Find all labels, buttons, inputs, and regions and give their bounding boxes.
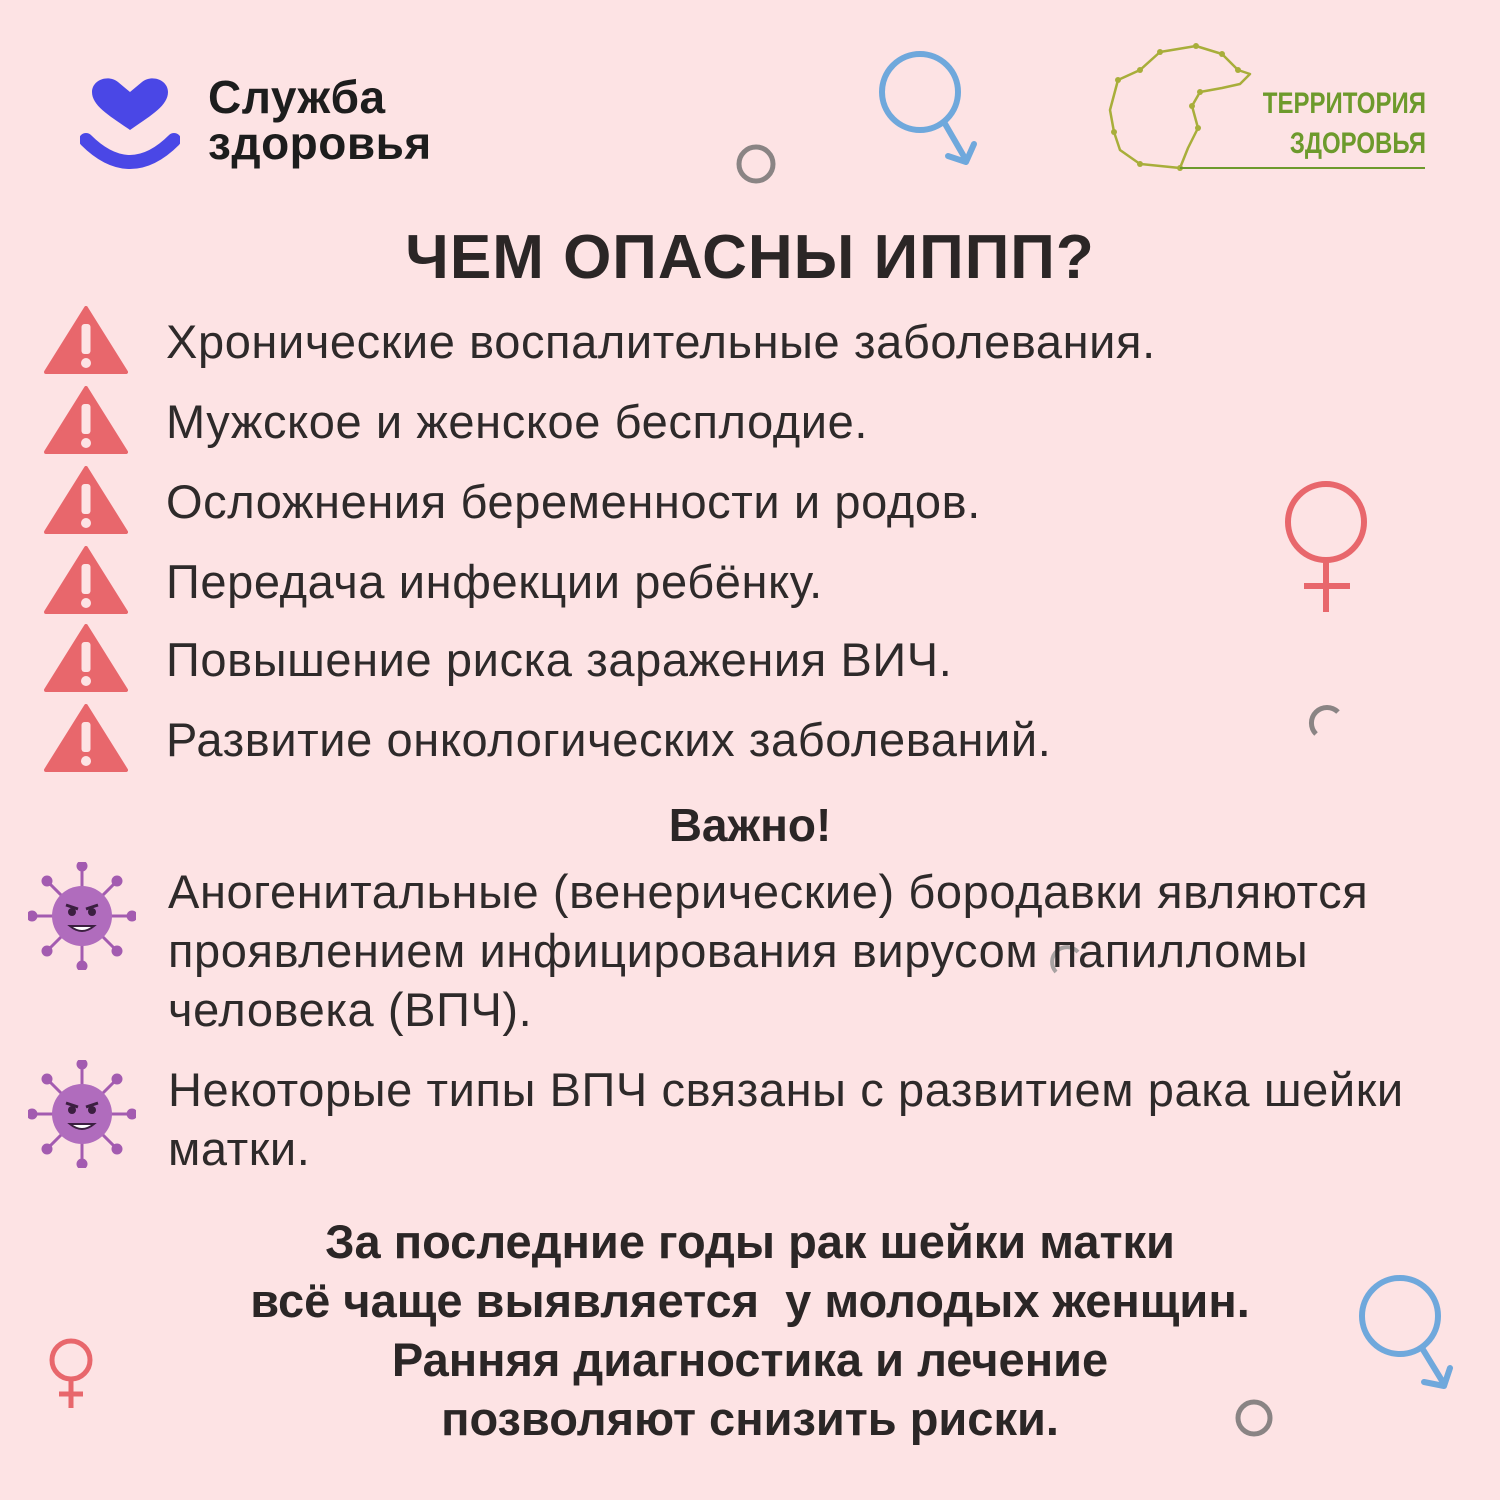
danger-text: Повышение риска заражения ВИЧ. (166, 633, 953, 686)
logo-right-line1: ТЕРРИТОРИЯ (1262, 87, 1426, 120)
danger-text: Осложнения беременности и родов. (166, 475, 981, 528)
conclusion-line: всё чаще выявляется у молодых женщин. (250, 1274, 1250, 1327)
warning-icon (44, 624, 128, 694)
list-item (40, 384, 1340, 464)
ring-icon (734, 142, 778, 186)
logo-sluzhba-zdorovya (80, 71, 500, 184)
virus-icon (28, 1060, 136, 1168)
conclusion-line: Ранняя диагностика и лечение (391, 1333, 1109, 1386)
logo-right-text (1263, 84, 1426, 164)
conclusion-line: позволяют снизить риски. (441, 1392, 1059, 1445)
danger-text: Развитие онкологических заболеваний. (166, 713, 1052, 766)
danger-text: Хронические воспалительные заболевания. (166, 315, 1156, 368)
logo-text-line1: Служба (208, 71, 386, 123)
logo-right-line2: ЗДОРОВЬЯ (1289, 127, 1426, 160)
danger-text: Мужское и женское бесплодие. (166, 395, 869, 448)
conclusion-line: За последние годы рак шейки матки (325, 1215, 1175, 1268)
logo-text (208, 71, 432, 169)
important-text: Аногенитальные (венерические) бородавки являются проявлением инфицирования вирусом папилломы человека (ВПЧ). (168, 865, 1369, 1036)
important-heading: Важно! (668, 799, 832, 851)
list-item (40, 622, 1340, 702)
logo-text-line2: здоровья (208, 117, 432, 169)
heart-smile-icon (80, 74, 180, 174)
logo-territoriya-zdorovya (1100, 40, 1440, 180)
page-title: ЧЕМ ОПАСНЫ ИППП? (405, 223, 1095, 292)
list-item (40, 304, 1340, 384)
danger-text: Передача инфекции ребёнку. (166, 555, 823, 608)
warning-icon (44, 386, 128, 456)
warning-icon (44, 546, 128, 616)
virus-icon (28, 862, 136, 970)
warning-icon (44, 466, 128, 536)
list-item (40, 702, 1340, 782)
warning-icon (44, 306, 128, 376)
male-symbol-icon (878, 48, 978, 170)
warning-icon (44, 704, 128, 774)
conclusion (0, 1212, 1500, 1448)
list-item (40, 464, 1340, 544)
list-item (40, 544, 1340, 624)
important-text: Некоторые типы ВПЧ связаны с развитием рака шейки матки. (168, 1063, 1404, 1175)
